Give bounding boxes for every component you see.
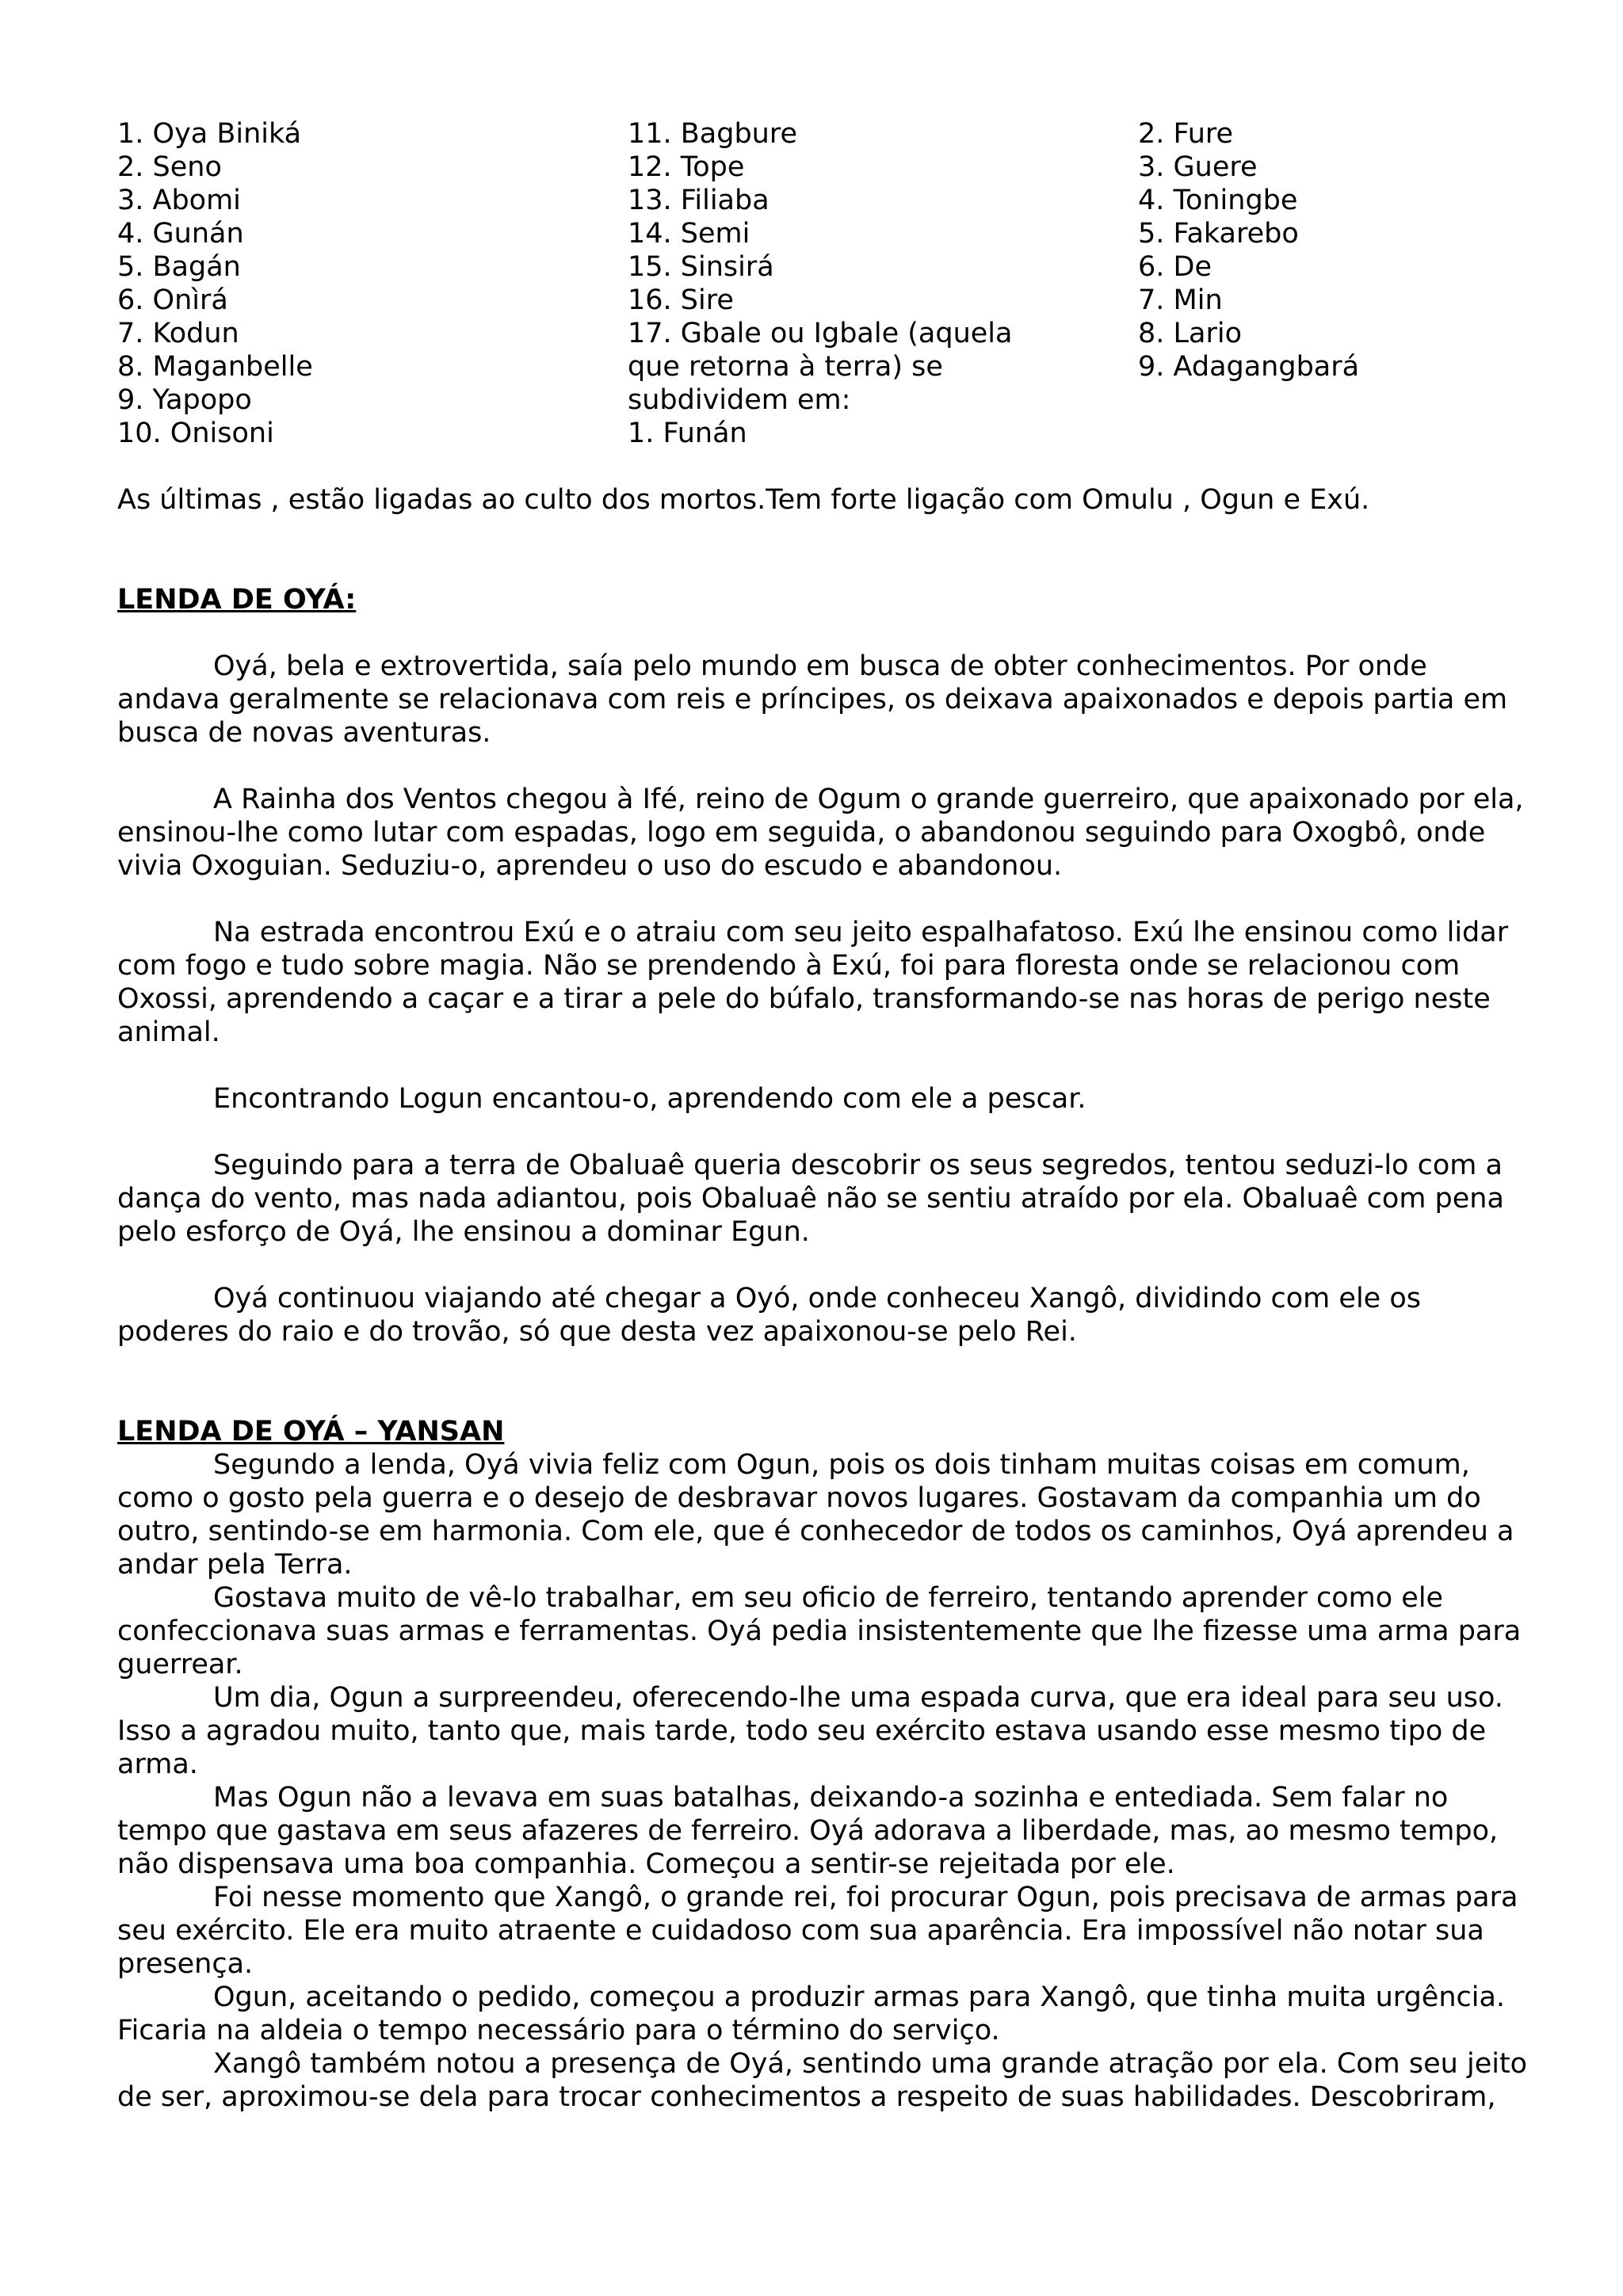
list-item: 15. Sinsirá	[628, 251, 774, 283]
paragraph: Oyá continuou viajando até chegar a Oyó, onde conheceu Xangô, dividindo com ele os poderes do raio e do trovão, só que desta vez apaixonou-se pelo Rei.	[117, 1283, 1421, 1348]
list-item: 10. Onisoni	[117, 418, 274, 449]
list-item: 9. Yapopo	[117, 384, 252, 416]
list-item: 7. Min	[1138, 284, 1223, 316]
list-item: 7. Kodun	[117, 318, 239, 349]
paragraph: Encontrando Logun encantou-o, aprendendo com ele a pescar.	[213, 1083, 1086, 1115]
names-column-3	[1138, 117, 1534, 450]
list-item: 4. Gunán	[117, 218, 244, 250]
paragraph: Segundo a lenda, Oyá vivia feliz com Ogun, pois os dois tinham muitas coisas em comum, como o gosto pela guerra e o desejo de desbravar novos lugares. Gostavam da companhia um do outro, sentindo-se em harmonia. Com ele, que é conhecedor de todos os caminhos, Oyá aprendeu a andar pela Terra.	[117, 1449, 1514, 1581]
paragraph: Xangô também notou a presença de Oyá, sentindo uma grande atração por ela. Com seu jeito de ser, aproximou-se dela para trocar conhecimentos a respeito de suas habilidades. Descobriram,	[117, 2048, 1528, 2113]
list-item: 6. De	[1138, 251, 1212, 283]
list-item: 8. Lario	[1138, 318, 1242, 349]
list-item: 1. Funán	[628, 418, 747, 449]
legend-section-oya	[117, 583, 1534, 1348]
list-item: 3. Guere	[1138, 151, 1258, 183]
section-heading: LENDA DE OYÁ – YANSAN	[117, 1416, 505, 1447]
list-item: 14. Semi	[628, 218, 750, 250]
list-item: 17. Gbale ou Igbale (aquela	[628, 318, 1013, 349]
paragraph: Na estrada encontrou Exú e o atraiu com seu jeito espalhafatoso. Exú lhe ensinou como lidar com fogo e tudo sobre magia. Não se prendendo à Exú, foi para floresta onde se relacionou com Oxossi, aprendendo a caçar e a tirar a pele do búfalo, transformando-se nas horas de perigo neste animal.	[117, 917, 1509, 1048]
list-item: 2. Fure	[1138, 118, 1234, 150]
paragraph: Mas Ogun não a levava em suas batalhas, deixando-a sozinha e entediada. Sem falar no tempo que gastava em seus afazeres de ferreiro. Oyá adorava a liberdade, mas, ao mesmo tempo, não dispensava uma boa companhia. Começou a sentir-se rejeitada por ele.	[117, 1782, 1499, 1880]
names-column-2	[628, 117, 1138, 450]
paragraph: Ogun, aceitando o pedido, começou a produzir armas para Xangô, que tinha muita urgência. Ficaria na aldeia o tempo necessário para o término do serviço.	[117, 1981, 1506, 2046]
names-column-1	[117, 117, 628, 450]
list-item: 13. Filiaba	[628, 185, 769, 216]
legend-section-oya-yansan	[117, 1415, 1534, 2114]
list-item: 4. Toningbe	[1138, 185, 1298, 216]
paragraph: Seguindo para a terra de Obaluaê queria descobrir os seus segredos, tentou seduzi-lo com a dança do vento, mas nada adiantou, pois Obaluaê não se sentiu atraído por ela. Obaluaê com pena pelo esforço de Oyá, lhe ensinou a dominar Egun.	[117, 1150, 1504, 1248]
document-page	[117, 117, 1534, 2114]
list-item: 5. Fakarebo	[1138, 218, 1299, 250]
list-item: 12. Tope	[628, 151, 745, 183]
list-item: 9. Adagangbará	[1138, 351, 1360, 383]
list-item: que retorna à terra) se	[628, 351, 943, 383]
paragraph: Oyá, bela e extrovertida, saía pelo mundo em busca de obter conhecimentos. Por onde andava geralmente se relacionava com reis e príncipes, os deixava apaixonados e depois partia em busca de novas aventuras.	[117, 650, 1508, 749]
list-item: 3. Abomi	[117, 185, 241, 216]
list-item: 11. Bagbure	[628, 118, 798, 150]
list-item: 6. Onìrá	[117, 284, 228, 316]
dead-cult-note: As últimas , estão ligadas ao culto dos mortos.Tem forte ligação com Omulu , Ogun e Exú.	[117, 484, 1370, 516]
list-item: 1. Oya Biniká	[117, 118, 302, 150]
paragraph: A Rainha dos Ventos chegou à Ifé, reino de Ogum o grande guerreiro, que apaixonado por ela, ensinou-lhe como lutar com espadas, logo em seguida, o abandonou seguindo para Oxogbô, onde vivia Oxoguian. Seduziu-o, aprendeu o uso do escudo e abandonou.	[117, 784, 1524, 882]
names-list	[117, 117, 1534, 450]
paragraph: Um dia, Ogun a surpreendeu, oferecendo-lhe uma espada curva, que era ideal para seu uso. Isso a agradou muito, tanto que, mais tarde, todo seu exército estava usando esse mesmo tipo de arma.	[117, 1682, 1503, 1780]
list-item: subdividem em:	[628, 384, 851, 416]
paragraph: Foi nesse momento que Xangô, o grande rei, foi procurar Ogun, pois precisava de armas para seu exército. Ele era muito atraente e cuidadoso com sua aparência. Era impossível não notar sua presença.	[117, 1882, 1518, 1980]
list-item: 16. Sire	[628, 284, 734, 316]
list-item: 8. Maganbelle	[117, 351, 313, 383]
list-item: 2. Seno	[117, 151, 222, 183]
section-heading: LENDA DE OYÁ:	[117, 584, 357, 616]
paragraph: Gostava muito de vê-lo trabalhar, em seu oficio de ferreiro, tentando aprender como ele confeccionava suas armas e ferramentas. Oyá pedia insistentemente que lhe fizesse uma arma para guerrear.	[117, 1582, 1522, 1680]
list-item: 5. Bagán	[117, 251, 241, 283]
